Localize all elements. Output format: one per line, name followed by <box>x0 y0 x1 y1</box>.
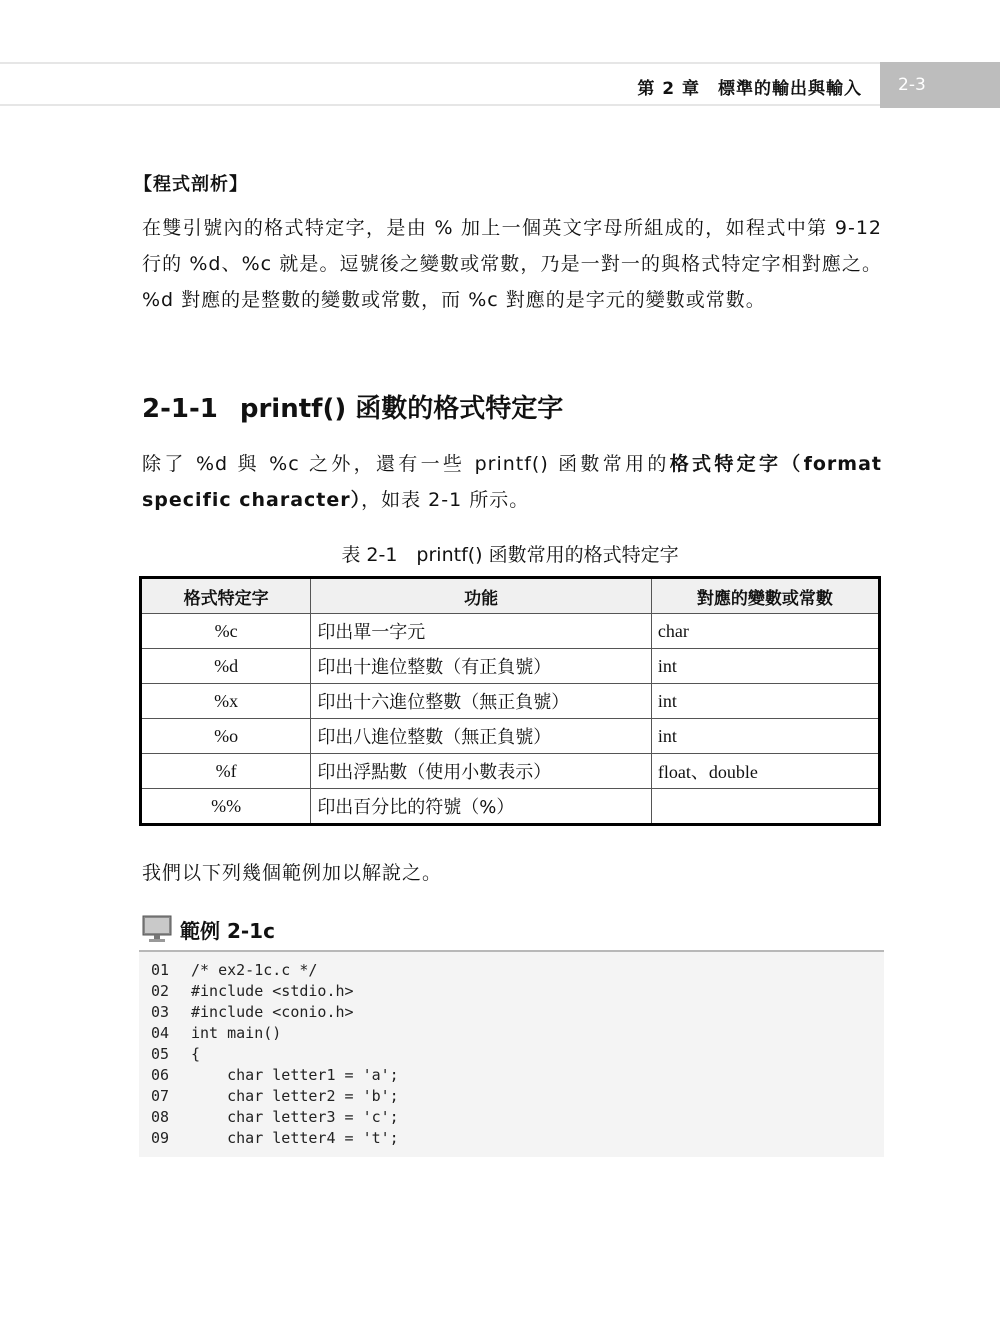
table-row <box>141 754 880 789</box>
line-number: 01 <box>151 961 170 979</box>
table-caption: 表 2-1 printf() 函數常用的格式特定字 <box>341 544 679 566</box>
type-cell <box>651 789 879 825</box>
code-text: int main() <box>191 1024 282 1042</box>
line-number: 06 <box>151 1066 170 1084</box>
line-number: 04 <box>151 1024 170 1042</box>
line-number: 07 <box>151 1087 170 1105</box>
line-number: 08 <box>151 1108 170 1126</box>
intro-text-before: 除了 %d 與 %c 之外，還有一些 printf() 函數常用的 <box>142 453 670 475</box>
function-cell: 印出十六進位整數（無正負號） <box>311 684 652 719</box>
type-cell: int <box>651 719 879 754</box>
line-number: 02 <box>151 982 170 1000</box>
table-header-cell: 功能 <box>311 578 652 614</box>
function-cell: 印出八進位整數（無正負號） <box>311 719 652 754</box>
specifier-cell: %d <box>141 649 311 684</box>
section-number: 2-1-1 <box>142 394 218 424</box>
code-text: #include <stdio.h> <box>191 982 354 1000</box>
code-text: char letter1 = 'a'; <box>191 1066 399 1084</box>
table-header-cell: 對應的變數或常數 <box>651 578 879 614</box>
table-header-row <box>141 578 880 614</box>
function-cell: 印出十進位整數（有正負號） <box>311 649 652 684</box>
intro-text-after: ，如表 2-1 所示。 <box>361 489 530 511</box>
page-number: 2-3 <box>880 62 1000 108</box>
type-cell: int <box>651 649 879 684</box>
line-number: 03 <box>151 1003 170 1021</box>
section-title: printf() 函數的格式特定字 <box>239 394 564 424</box>
analysis-heading: 【程式剖析】 <box>134 174 248 195</box>
specifier-cell: %% <box>141 789 311 825</box>
code-line <box>139 1107 884 1128</box>
code-text: #include <conio.h> <box>191 1003 354 1021</box>
function-cell: 印出單一字元 <box>311 614 652 649</box>
intro-bold-term: 格式特定字（format specific character） <box>142 453 882 511</box>
chapter-title: 第 2 章 標準的輸出與輸入 <box>637 79 862 99</box>
code-line <box>139 1002 884 1023</box>
intro-paragraph <box>142 446 882 518</box>
code-line <box>139 1044 884 1065</box>
format-specifier-table <box>139 576 881 826</box>
specifier-cell: %f <box>141 754 311 789</box>
code-line <box>139 1065 884 1086</box>
code-line <box>139 981 884 1002</box>
table-row <box>141 614 880 649</box>
function-cell: 印出浮點數（使用小數表示） <box>311 754 652 789</box>
table-row <box>141 719 880 754</box>
specifier-cell: %c <box>141 614 311 649</box>
code-line <box>139 1023 884 1044</box>
type-cell: int <box>651 684 879 719</box>
example-title: 範例 2-1c <box>180 918 275 943</box>
example-heading <box>142 912 275 946</box>
section-heading <box>142 388 563 425</box>
analysis-paragraph: 在雙引號內的格式特定字，是由 % 加上一個英文字母所組成的，如程式中第 9-12 行的 %d、%c 就是。逗號後之變數或常數，乃是一對一的與格式特定字相對應之。%d 對應的是整數的變數或常數，而 %c 對應的是字元的變數或常數。 <box>142 217 882 311</box>
code-text: { <box>191 1045 201 1063</box>
transition-sentence: 我們以下列幾個範例加以解說之。 <box>142 862 443 884</box>
code-text: char letter2 = 'b'; <box>191 1087 399 1105</box>
code-text: char letter3 = 'c'; <box>191 1108 399 1126</box>
type-cell: char <box>651 614 879 649</box>
code-line <box>139 1086 884 1107</box>
table-row <box>141 649 880 684</box>
code-text: char letter4 = 't'; <box>191 1129 399 1147</box>
code-line <box>139 960 884 981</box>
type-cell: float、double <box>651 754 879 789</box>
code-block <box>139 950 884 1157</box>
table-header-cell: 格式特定字 <box>141 578 311 614</box>
table-row <box>141 684 880 719</box>
line-number: 09 <box>151 1129 170 1147</box>
function-cell: 印出百分比的符號（%） <box>311 789 652 825</box>
code-text: /* ex2-1c.c */ <box>191 961 318 979</box>
monitor-icon <box>142 914 172 944</box>
table-row <box>141 789 880 825</box>
line-number: 05 <box>151 1045 170 1063</box>
specifier-cell: %o <box>141 719 311 754</box>
code-line <box>139 1128 884 1149</box>
specifier-cell: %x <box>141 684 311 719</box>
